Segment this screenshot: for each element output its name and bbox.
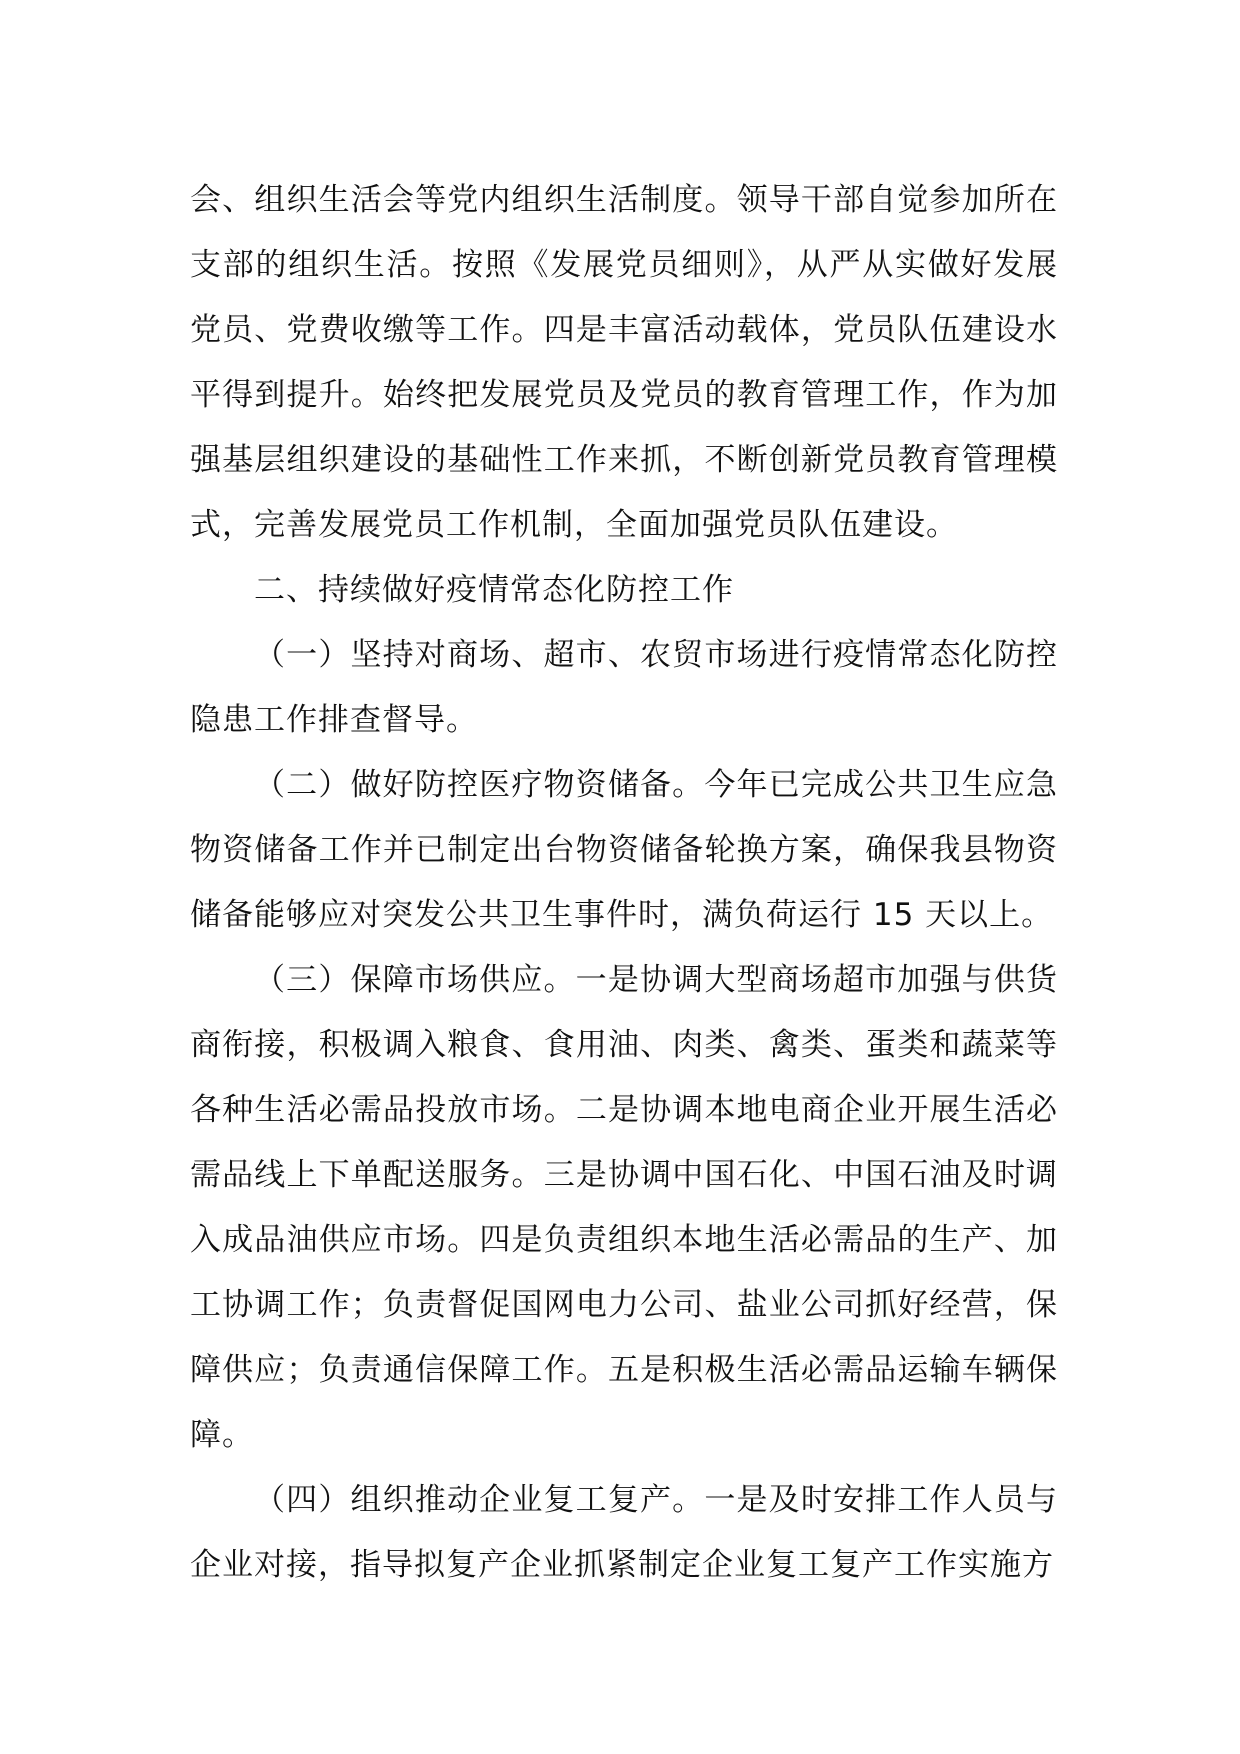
paragraph-item-2: （二）做好防控医疗物资储备。今年已完成公共卫生应急物资储备工作并已制定出台物资储备轮换方案，确保我县物资储备能够应对突发公共卫生事件时，满负荷运行 15 天以上。 xyxy=(190,767,1058,933)
document-body xyxy=(190,168,1058,1598)
section-heading-epidemic-prevention: 二、持续做好疫情常态化防控工作 xyxy=(254,572,734,608)
paragraph-item-1: （一）坚持对商场、超市、农贸市场进行疫情常态化防控隐患工作排查督导。 xyxy=(190,637,1058,738)
paragraph-party-building-continued: 会、组织生活会等党内组织生活制度。领导干部自觉参加所在支部的组织生活。按照《发展党员细则》，从严从实做好发展党员、党费收缴等工作。四是丰富活动载体，党员队伍建设水平得到提升。始终把发展党员及党员的教育管理工作，作为加强基层组织建设的基础性工作来抓，不断创新党员教育管理模式，完善发展党员工作机制，全面加强党员队伍建设。 xyxy=(190,182,1058,543)
paragraph-item-4: （四）组织推动企业复工复产。一是及时安排工作人员与企业对接，指导拟复产企业抓紧制定企业复工复产工作实施方 xyxy=(190,1482,1058,1583)
paragraph-item-3: （三）保障市场供应。一是协调大型商场超市加强与供货商衔接，积极调入粮食、食用油、肉类、禽类、蛋类和蔬菜等各种生活必需品投放市场。二是协调本地电商企业开展生活必需品线上下单配送服务。三是协调中国石化、中国石油及时调入成品油供应市场。四是负责组织本地生活必需品的生产、加工协调工作；负责督促国网电力公司、盐业公司抓好经营，保障供应；负责通信保障工作。五是积极生活必需品运输车辆保障。 xyxy=(190,962,1058,1453)
